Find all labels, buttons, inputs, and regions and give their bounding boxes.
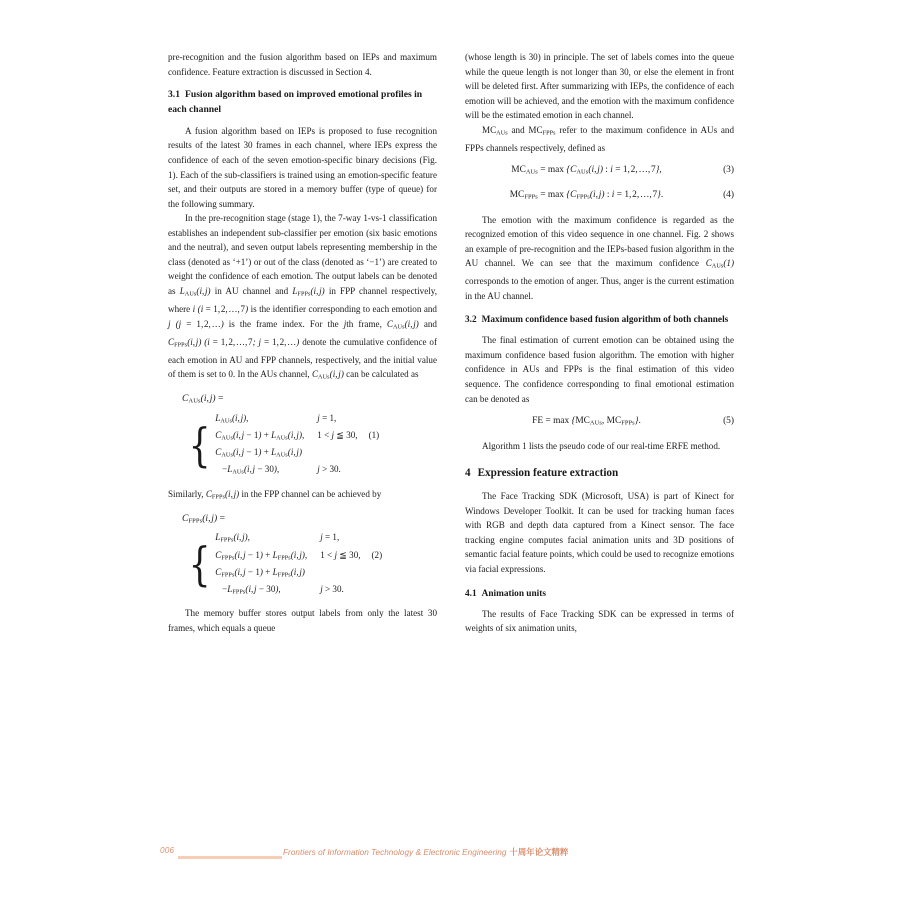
section-number: 4 [465,467,471,480]
section-title: Expression feature extraction [477,467,619,480]
equation-1-lead: $C_{AUs}(i$, j) = [182,393,224,406]
equation-row: $C_{FPPs}(i$, $j - 1) + L_{FPPs}(i$, j) [215,566,305,579]
equation-3 [465,163,734,180]
equation-1-cases [185,411,437,480]
equation-row: $C_{AUs}(i$, $j - 1) + L_{AUs}(i$, j) [215,447,302,459]
section-heading-3-1 [168,88,437,117]
equation-4-body: $MC_{FPPs} = \max \{C_{FPPs}(i$, j) : i = 1, 2, …, 7}. [509,189,664,201]
equation-row: $C_{AUs}(i$, $j - 1) + L_{AUs}(i$, j), 1 < j ≦ 30, (1) [215,428,379,445]
text-run: In the pre-recognition stage (stage 1), the 7-way 1-vs-1 classification establishes an independent sub-classifier per emotion (six basic emotions and the neutral), and seven output labels representing membership in the class (denoted as ‘+1’) or out of the class (denoted as ‘−1’) are created to weight the confidence of each emotion. The output labels can be denoted as [168,213,437,296]
footer-journal-title [283,846,568,858]
text-run: in the FPP channel can be achieved by [239,488,382,499]
inline-math: $C_{FPPs}(i$, j) [205,488,240,501]
page-number: 006 [160,846,175,855]
equation-2-cases [185,531,437,600]
text-run: th frame, [346,318,387,329]
paragraph-with-math [168,211,437,385]
paragraph: A fusion algorithm based on IEPs is proposed to fuse recognition results of the latest 30 frames in each channel, where IEPs express the confidence of each of the seven emotion-specific binary decisions (Fig. 1). Each of the sub-classifiers is trained using an emotion-specific feature set, and their outputs are stored in a memory buffer (type of queue) for the following summary. [168,125,437,209]
footer-rule [178,856,282,859]
left-column [168,50,437,820]
equation-1 [168,392,437,479]
section-number: 3.2 [465,315,477,326]
left-brace-icon: { [188,417,211,472]
equation-number: (1) [368,430,380,441]
section-heading-4 [465,466,734,481]
equation-4 [465,188,734,205]
equation-row: $-L_{FPPs}(i$, j − 30), j > 30. [222,583,344,596]
equation-3-body: $MC_{AUs} = \max \{C_{AUs}(i$, j) : i = 1, 2, …, 7}, [511,165,662,176]
equation-5 [465,414,734,431]
equation-number: (2) [371,549,383,560]
section-number: 3.1 [168,89,180,101]
paragraph: pre-recognition and the fusion algorithm based on IEPs and maximum confidence. Feature extraction is discussed in Section 4. [168,52,437,77]
right-column [465,50,734,820]
paragraph: The memory buffer stores output labels from only the latest 30 frames, which equals a queue [168,608,437,633]
text-run: Similarly, [168,488,206,499]
text-run: is the frame index. For the [223,318,344,329]
equation-5-body: FE = $\max \{MC_{AUs}$, $MC_{FPPs}$}. [532,416,641,427]
section-heading-3-2 [465,313,734,327]
paragraph: Algorithm 1 lists the pseudo code of our real-time ERFE method. [482,440,721,451]
equation-number: (3) [723,165,734,176]
inline-math: $L_{AUs}(i$, j) [179,285,211,298]
equation-row: $L_{FPPs}(i$, j), j = 1, [215,532,340,544]
text-run: corresponds to the emotion of anger. Thus, anger is the current estimation in the AU channel. [465,276,734,301]
section-title: Animation units [481,588,546,599]
text-run: denote the cumulative confidence of each emotion in AU and FPP channels, respectively, and the initial value of them is set to 0. In the AUs channel, [168,336,437,380]
text-run: refer to the maximum confidence in AUs and FPPs channels respectively, defined as [465,124,734,153]
left-brace-icon: { [188,537,211,592]
inline-math: $C_{FPPs}(i$, j) (i = 1, 2, …, 7; j = 1, 2, …) [168,336,300,349]
subscript: FPPs [542,129,556,137]
inline-math: $L_{FPPs}(i$, j) [292,285,325,298]
paragraph-with-math [465,123,734,156]
paragraph: The results of Face Tracking SDK can be expressed in terms of weights of six animation units, [465,608,734,634]
equation-2-lead: $C_{FPPs}(i$, j) = [182,512,225,525]
text-run: in AU channel and [210,285,293,296]
section-number: 4.1 [465,588,477,599]
paragraph-with-math [465,213,734,304]
text-run: can be calculated as [343,369,419,380]
section-title: Fusion algorithm based on improved emotional profiles in each channel [168,89,423,115]
equation-number: (5) [723,416,734,427]
text-run: The emotion with the maximum confidence is regarded as the recognized emotion of this video sequence in one channel. Fig. 2 shows an example of pre-recognition and the IEPs-based fusion algorithm in the AU channel. We can see that the maximum confidence [465,214,734,269]
inline-math: j (j = 1, 2, …) [168,318,224,329]
text-run: in FPP channel respectively, where [168,285,437,315]
section-heading-4-1 [465,587,734,601]
text-run: is the identifier corresponding to each emotion and [248,304,437,315]
equation-number: (4) [723,189,734,200]
journal-name-en: Frontiers of Information Technology & Electronic Engineering [283,848,507,857]
text-run: and [418,318,437,329]
paragraph: The Face Tracking SDK (Microsoft, USA) is part of Kinect for Windows Developer Toolkit. It can be used for tracking human faces with RGB and depth data captured from a Kinect sensor. The face tracking engine computes facial animation units and 3D positions of semantic facial feature points, which could be used to recognize emotions via facial expressions. [465,491,734,574]
paragraph: (whose length is 30) in principle. The set of labels comes into the queue while the queue length is not longer than 30, or else the element in front will be deleted first. After summarizing with IEPs, the confidence of each emotion will be achieved, and the emotion with the maximum confidence will be the estimated emotion in each channel. [465,52,734,121]
paragraph: The final estimation of current emotion can be obtained using the maximum confidence based fusion algorithm. The emotion with higher confidence in AUs and FPPs is the final estimation of this video sequence. The confidence corresponding to final emotional estimation can be denoted as [465,335,734,404]
inline-math: $C_{AUs}(i$, j) [311,369,344,381]
text-run: and MC [507,124,543,135]
equation-row: $-L_{AUs}(i$, j − 30), j > 30. [222,464,341,476]
text-run: MC [482,124,497,135]
inline-math: j [343,318,347,329]
inline-math: $C_{AUs}(1)$ [705,258,734,270]
equation-row: $C_{FPPs}(i$, $j - 1) + L_{FPPs}(i$, j), 1 < j ≦ 30, (2) [215,548,382,565]
equation-2 [168,512,437,599]
journal-name-cjk: 十周年论文精粹 [509,847,569,857]
paragraph-with-math [168,487,437,505]
two-column-body [168,50,734,820]
inline-math: $C_{AUs}(i$, j) [386,318,419,331]
equation-row: $L_{AUs}(i$, j), j = 1, [215,412,337,425]
inline-math: i (i = 1, 2, …, 7) [192,304,249,315]
section-title: Maximum confidence based fusion algorithm of both channels [481,315,729,326]
subscript: AUs [496,129,508,137]
page-footer [0,843,900,865]
